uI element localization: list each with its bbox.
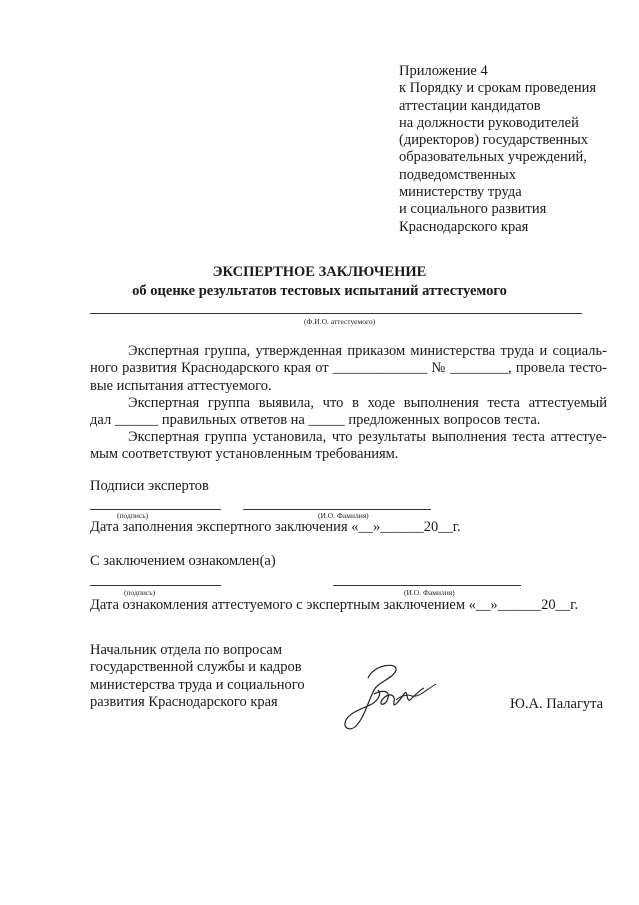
- document-subtitle: об оценке результатов тестовых испытаний аттестуемого: [132, 283, 507, 299]
- body-line: Экспертная группа выявила, что в ходе выполнения теста аттестуемый: [128, 395, 607, 411]
- body-line: ного развития Краснодарского края от _____________ № ________, провела тесто-: [90, 360, 607, 377]
- body-paragraph-3: [90, 429, 607, 464]
- body-paragraph-2: [90, 395, 607, 430]
- appendix-line: (директоров) государственных: [399, 132, 589, 149]
- chief-title-line: Начальник отдела по вопросам: [90, 642, 283, 658]
- expert-signature-line: [90, 509, 221, 510]
- body-line: мым соответствуют установленным требованиям.: [90, 446, 399, 463]
- acknowledge-label: С заключением ознакомлен(а): [90, 553, 276, 569]
- appendix-line: и социального развития: [399, 201, 547, 218]
- appendix-block: [399, 63, 596, 236]
- chief-title-block: [90, 642, 305, 711]
- body-line: Экспертная группа, утвержденная приказом министерства труда и социаль-: [128, 343, 607, 359]
- acknowledge-name-caption: (И.О. Фамилия): [404, 588, 455, 597]
- appendix-line: аттестации кандидатов: [399, 97, 541, 114]
- chief-name: Ю.А. Палагута: [510, 696, 604, 712]
- body-line: дал ______ правильных ответов на _____ предложенных вопросов теста.: [90, 412, 541, 429]
- fio-line: [90, 313, 582, 314]
- acknowledge-name-line: [333, 585, 521, 586]
- expert-signature-caption: (подпись): [117, 511, 149, 520]
- appendix-line: Приложение 4: [399, 63, 488, 79]
- acknowledge-signature-line: [90, 585, 221, 586]
- appendix-line: Краснодарского края: [399, 218, 529, 235]
- chief-title-line: министерства труда и социального: [90, 676, 305, 693]
- appendix-line: министерству труда: [399, 184, 522, 201]
- appendix-line: на должности руководителей: [399, 114, 579, 131]
- appendix-line: образовательных учреждений,: [399, 149, 587, 166]
- expert-name-line: [243, 509, 431, 510]
- body-line: вые испытания аттестуемого.: [90, 377, 272, 394]
- appendix-line: подведомственных: [399, 166, 516, 183]
- body-paragraph-1: [90, 343, 607, 395]
- acknowledge-signature-caption: (подпись): [124, 588, 156, 597]
- expert-date-line: Дата заполнения экспертного заключения «__»______20__г.: [90, 519, 461, 535]
- expert-name-caption: (И.О. Фамилия): [318, 511, 369, 520]
- appendix-line: к Порядку и срокам проведения: [399, 80, 597, 97]
- chief-title-line: государственной службы и кадров: [90, 659, 302, 676]
- fio-caption: (Ф.И.О. аттестуемого): [304, 317, 376, 326]
- experts-label: Подписи экспертов: [90, 478, 209, 494]
- body-line: Экспертная группа установила, что результаты выполнения теста аттестуе-: [128, 429, 607, 445]
- handwritten-signature: [338, 660, 442, 734]
- document-title: ЭКСПЕРТНОЕ ЗАКЛЮЧЕНИЕ: [212, 264, 427, 280]
- chief-title-line: развития Краснодарского края: [90, 693, 278, 710]
- acknowledge-date-line: Дата ознакомления аттестуемого с экспертным заключением «__»______20__г.: [90, 597, 579, 613]
